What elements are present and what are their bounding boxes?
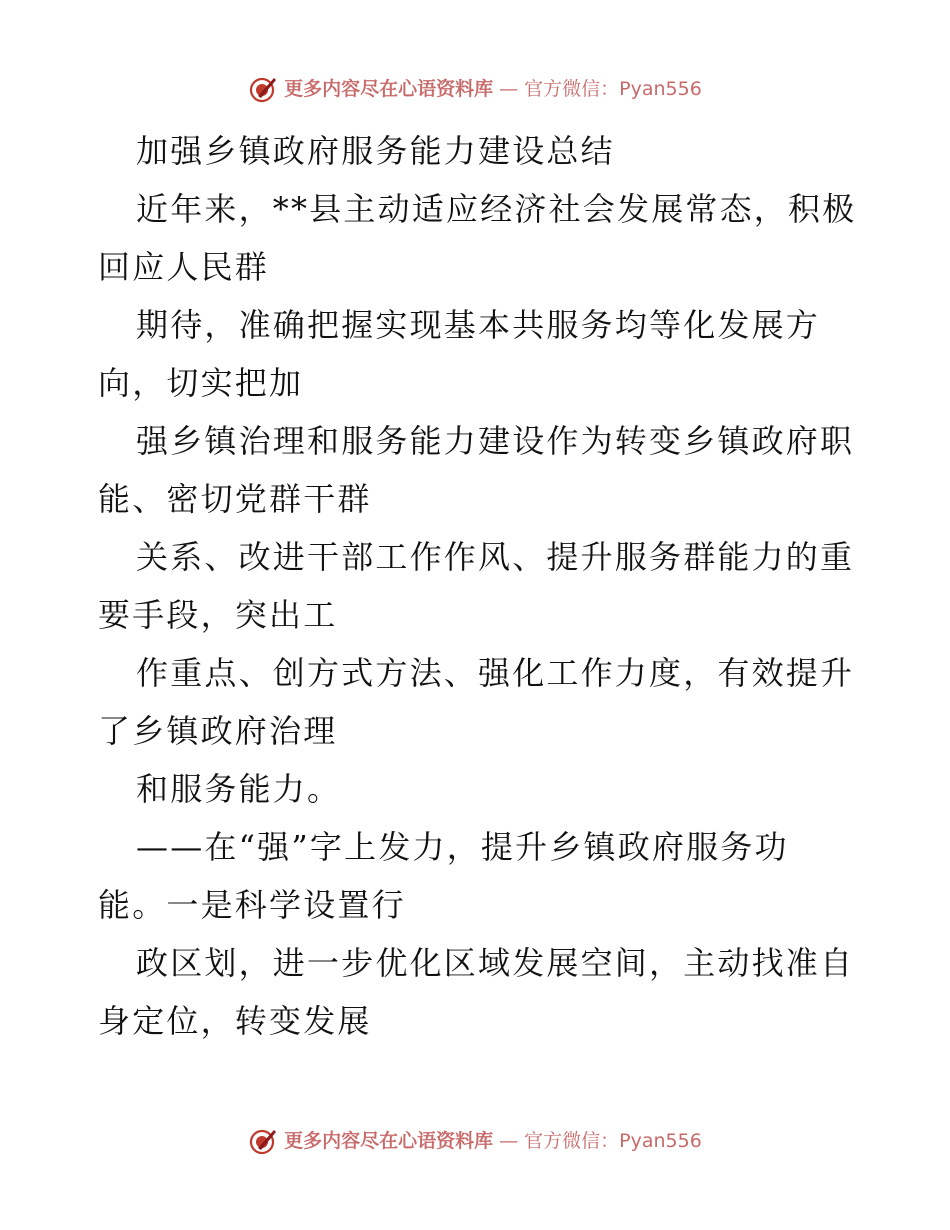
watermark-contact-text: 官方微信：Pyan556 [524, 78, 702, 100]
watermark-dash: — [499, 78, 519, 100]
paragraph-line: 关系、改进干部工作作风、提升服务群能力的重 [136, 538, 855, 576]
paragraph-line: 能、密切党群干群 [98, 480, 372, 518]
paragraph-line: 近年来，**县主动适应经济社会发展常态，积极 [136, 190, 857, 228]
watermark-dash: — [499, 1130, 519, 1152]
paragraph-line: 了乡镇政府治理 [98, 712, 338, 750]
red-circle-pen-logo-icon [248, 74, 278, 104]
paragraph-line: 要手段，突出工 [98, 596, 338, 634]
header-watermark [0, 74, 950, 104]
paragraph-line: ——在“强”字上发力，提升乡镇政府服务功 [136, 828, 789, 866]
watermark-contact-text: 官方微信：Pyan556 [524, 1130, 702, 1152]
paragraph-line: 期待，准确把握实现基本共服务均等化发展方 [136, 306, 821, 344]
paragraph-line: 作重点、创方式方法、强化工作力度，有效提升 [136, 654, 855, 692]
paragraph-line: 身定位，转变发展 [98, 1002, 372, 1040]
document-title: 加强乡镇政府服务能力建设总结 [136, 132, 615, 170]
paragraph-line: 能。一是科学设置行 [98, 886, 406, 924]
paragraph-line: 回应人民群 [98, 248, 270, 286]
paragraph-line: 强乡镇治理和服务能力建设作为转变乡镇政府职 [136, 422, 855, 460]
watermark-main-text: 更多内容尽在心语资料库 [284, 1130, 494, 1152]
watermark-main-text: 更多内容尽在心语资料库 [284, 78, 494, 100]
paragraph-line: 和服务能力。 [136, 770, 342, 808]
red-circle-pen-logo-icon [248, 1126, 278, 1156]
footer-watermark [0, 1126, 950, 1156]
paragraph-line: 政区划，进一步优化区域发展空间，主动找准自 [136, 944, 855, 982]
document-body [98, 122, 858, 1050]
paragraph-line: 向，切实把加 [98, 364, 304, 402]
